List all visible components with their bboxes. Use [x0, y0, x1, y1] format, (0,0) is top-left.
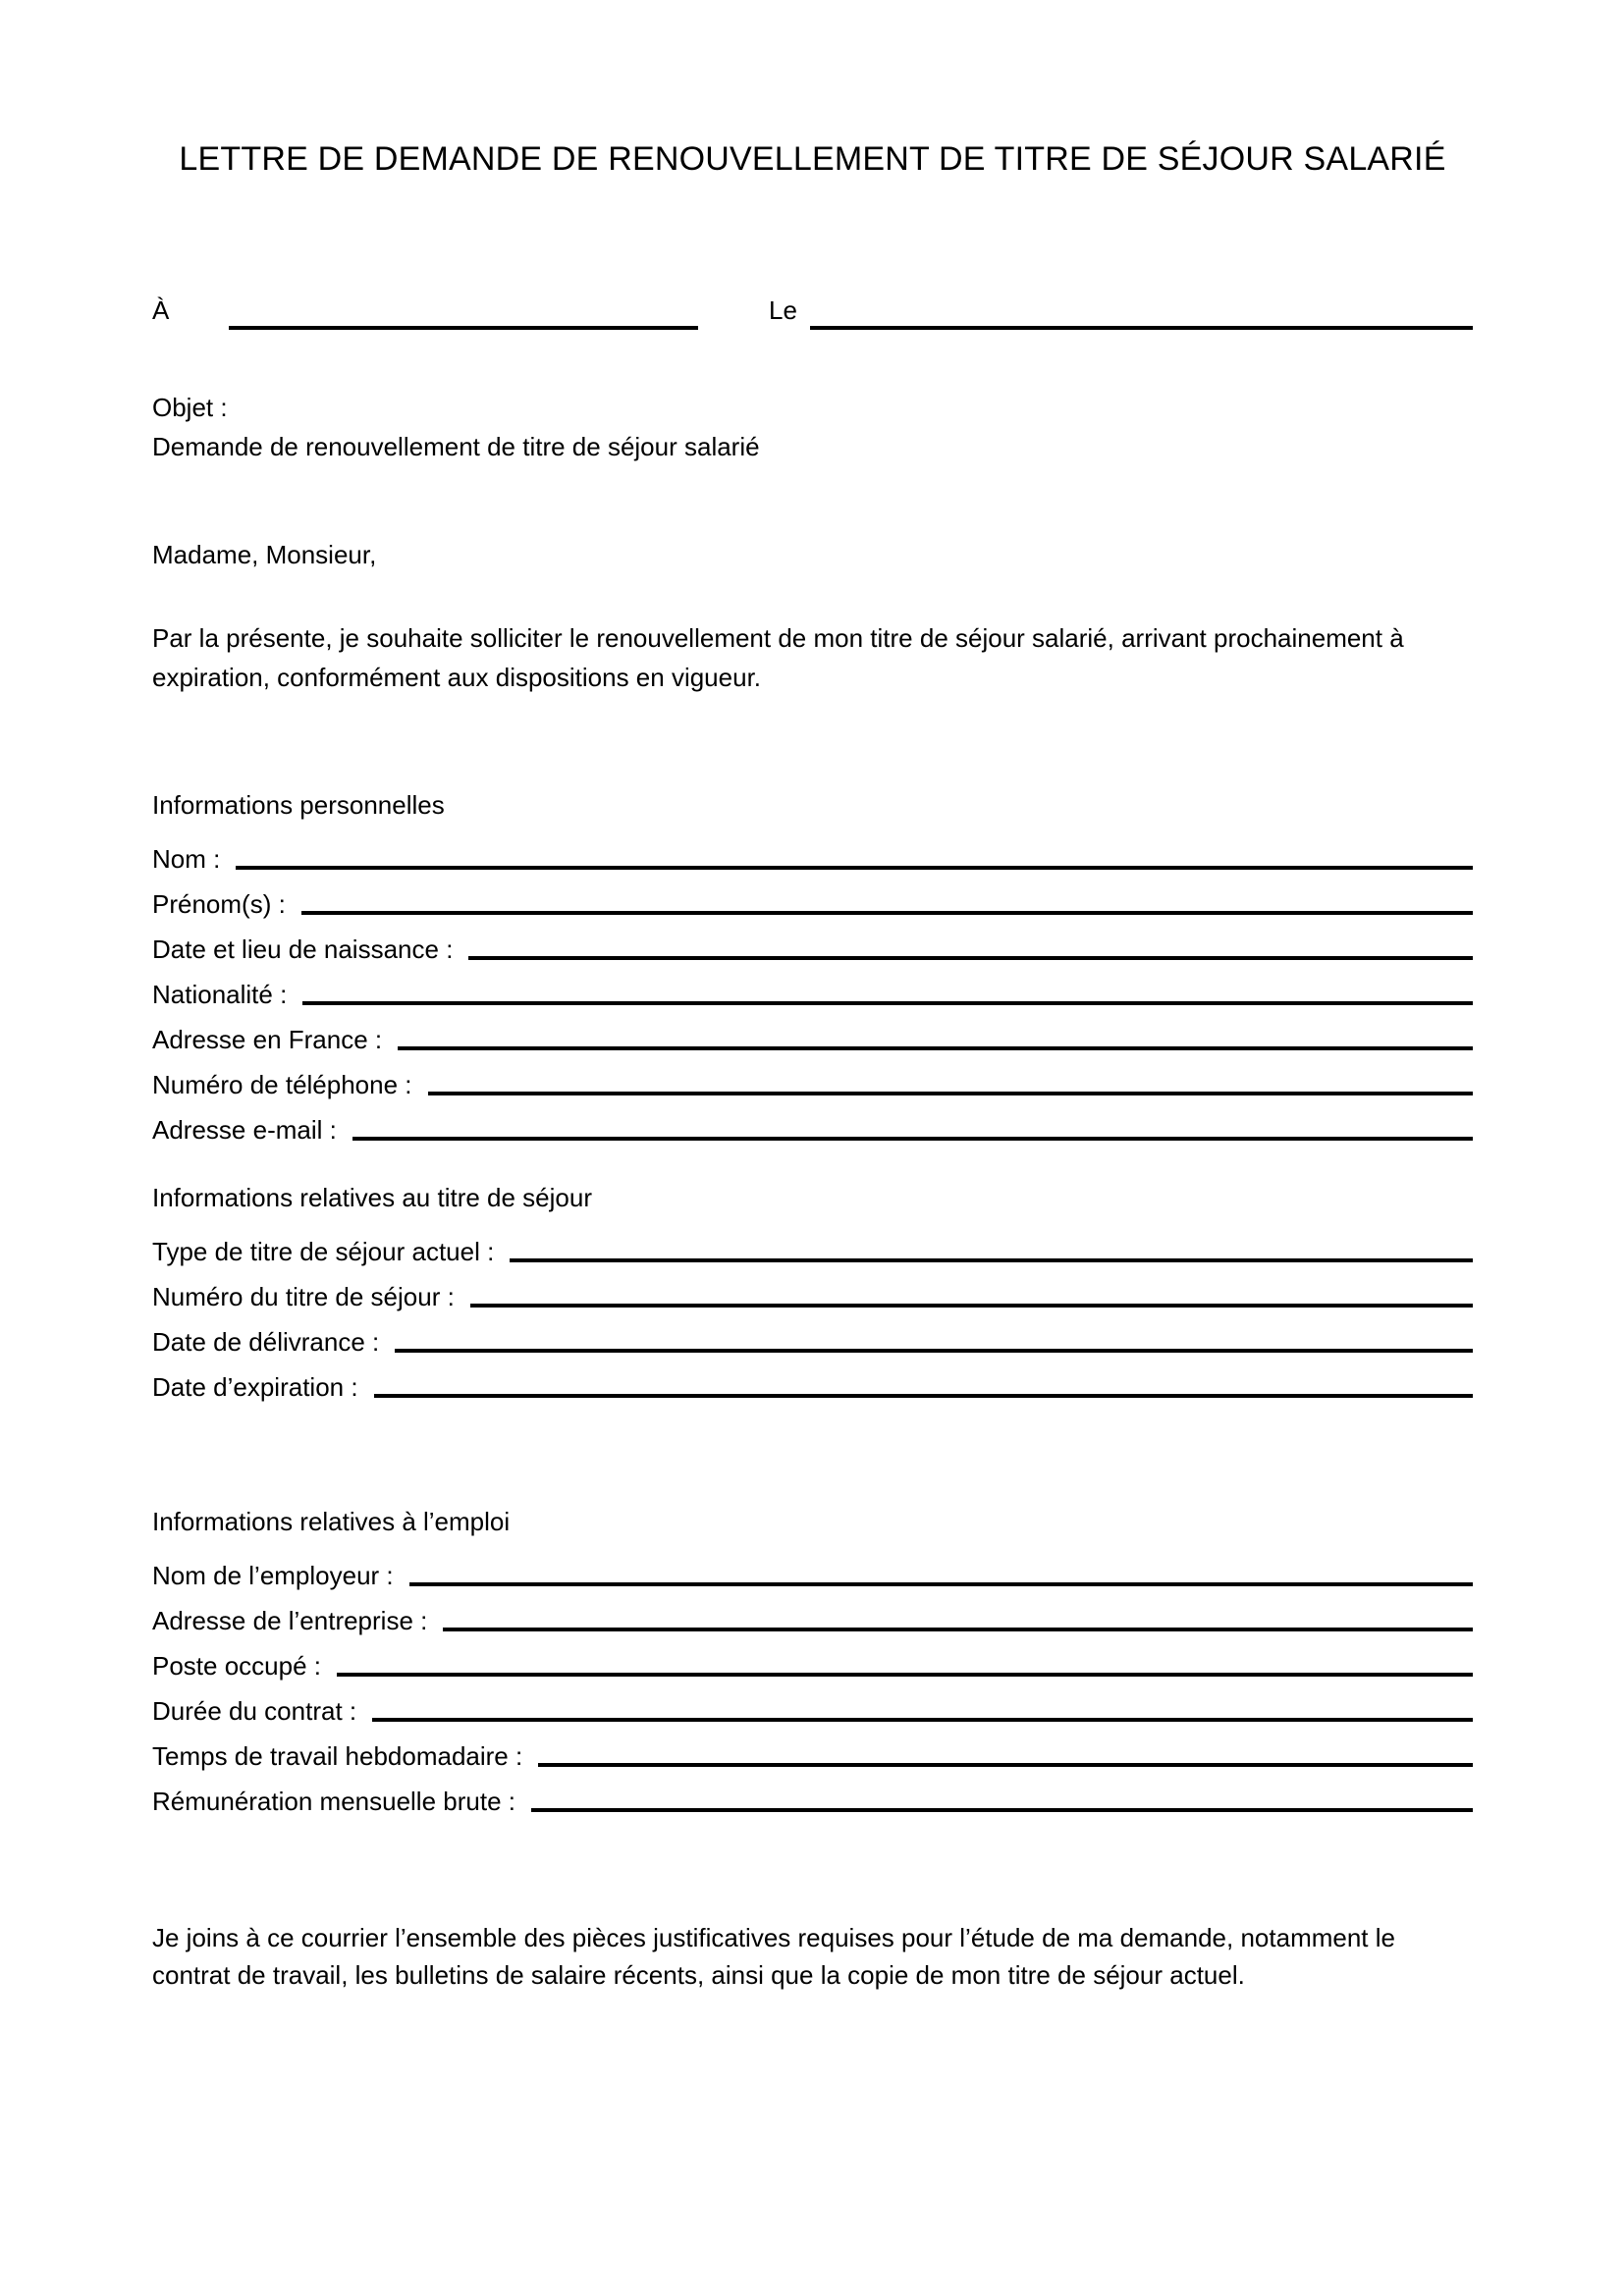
subject-block — [152, 388, 1473, 466]
field-label: Adresse e-mail : — [152, 1115, 337, 1145]
field-label: Numéro de téléphone : — [152, 1070, 412, 1099]
field-input-line[interactable] — [409, 1582, 1473, 1586]
field-label: Temps de travail hebdomadaire : — [152, 1741, 523, 1771]
field-row-date-lieu-naissance — [152, 921, 1473, 966]
intro-paragraph: Par la présente, je souhaite solliciter le renouvellement de mon titre de séjour salarié, arrivant prochainement à expiration, conformément aux dispositions en vigueur. — [152, 623, 1404, 692]
field-label: Nom : — [152, 844, 221, 874]
field-label: Adresse de l’entreprise : — [152, 1606, 428, 1635]
field-row-nom-employeur — [152, 1547, 1473, 1592]
field-label: Numéro du titre de séjour : — [152, 1282, 455, 1311]
subject-label: Objet : — [152, 393, 228, 422]
field-label: Date de délivrance : — [152, 1327, 380, 1357]
field-row-telephone — [152, 1056, 1473, 1101]
dateline-row — [152, 294, 1473, 334]
field-input-line[interactable] — [443, 1628, 1473, 1631]
field-row-email — [152, 1101, 1473, 1147]
field-label: Nom de l’employeur : — [152, 1561, 394, 1590]
field-row-type-titre — [152, 1223, 1473, 1268]
field-input-line[interactable] — [468, 956, 1473, 960]
field-row-adresse-france — [152, 1011, 1473, 1056]
field-input-line[interactable] — [301, 911, 1473, 915]
field-row-nom — [152, 830, 1473, 876]
field-label: Type de titre de séjour actuel : — [152, 1237, 495, 1266]
field-input-line[interactable] — [302, 1001, 1473, 1005]
field-row-date-expiration — [152, 1359, 1473, 1404]
field-input-line[interactable] — [374, 1394, 1473, 1398]
field-row-temps-travail — [152, 1728, 1473, 1773]
field-input-line[interactable] — [531, 1808, 1473, 1812]
field-label: Date et lieu de naissance : — [152, 934, 454, 964]
field-label: Nationalité : — [152, 980, 288, 1009]
place-input-line[interactable] — [229, 326, 698, 330]
field-input-line[interactable] — [428, 1092, 1473, 1095]
field-input-line[interactable] — [395, 1349, 1473, 1353]
place-label: À — [152, 295, 170, 325]
field-input-line[interactable] — [372, 1718, 1473, 1722]
field-row-prenom — [152, 876, 1473, 921]
field-label: Poste occupé : — [152, 1651, 321, 1681]
field-input-line[interactable] — [398, 1046, 1473, 1050]
closing-paragraph: Je joins à ce courrier l’ensemble des pièces justificatives requises pour l’étude de ma demande, notamment le contrat de travail, les bulletins de salaire récents, ainsi que la copie de mon titre de séjour actuel. — [152, 1923, 1395, 1990]
field-input-line[interactable] — [337, 1673, 1473, 1677]
section-informations-emploi — [152, 1502, 1473, 1818]
field-label: Durée du contrat : — [152, 1696, 357, 1726]
date-input-line[interactable] — [810, 326, 1473, 330]
field-row-remuneration — [152, 1773, 1473, 1818]
field-input-line[interactable] — [236, 866, 1473, 870]
field-row-duree-contrat — [152, 1682, 1473, 1728]
salutation: Madame, Monsieur, — [152, 540, 377, 569]
field-input-line[interactable] — [352, 1137, 1473, 1141]
subject-value: Demande de renouvellement de titre de séjour salarié — [152, 432, 760, 461]
field-row-date-delivrance — [152, 1313, 1473, 1359]
field-row-numero-titre — [152, 1268, 1473, 1313]
page-title: LETTRE DE DEMANDE DE RENOUVELLEMENT DE TITRE DE SÉJOUR SALARIÉ — [179, 139, 1446, 178]
field-row-adresse-entreprise — [152, 1592, 1473, 1637]
section-heading: Informations personnelles — [152, 790, 445, 820]
field-label: Prénom(s) : — [152, 889, 286, 919]
section-heading: Informations relatives au titre de séjour — [152, 1183, 592, 1212]
field-input-line[interactable] — [538, 1763, 1473, 1767]
field-label: Date d’expiration : — [152, 1372, 358, 1402]
section-heading: Informations relatives à l’emploi — [152, 1507, 511, 1536]
section-informations-titre-de-sejour — [152, 1178, 1473, 1404]
field-row-nationalite — [152, 966, 1473, 1011]
field-label: Rémunération mensuelle brute : — [152, 1787, 515, 1816]
date-label: Le — [769, 295, 797, 325]
section-informations-personnelles — [152, 785, 1473, 1147]
field-row-poste-occupe — [152, 1637, 1473, 1682]
field-input-line[interactable] — [470, 1304, 1473, 1308]
field-input-line[interactable] — [510, 1258, 1473, 1262]
field-label: Adresse en France : — [152, 1025, 383, 1054]
